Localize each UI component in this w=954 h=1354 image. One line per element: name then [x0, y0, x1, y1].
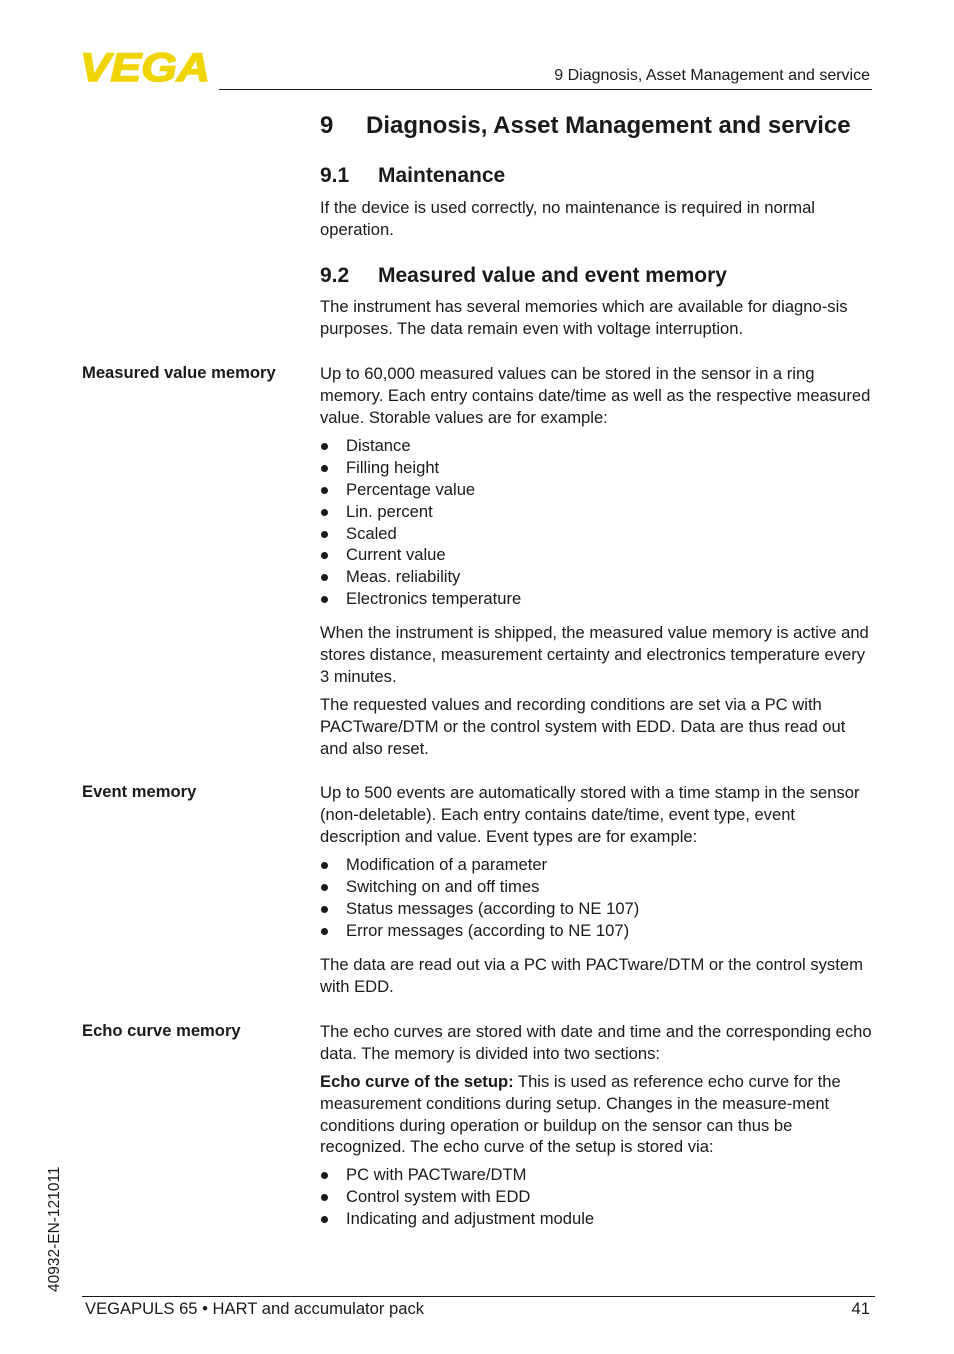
echo-curve-setup-label: Echo curve of the setup: [320, 1072, 514, 1091]
document-code-text: 40932-EN-121011 [46, 1166, 63, 1292]
echo-curve-storage-list [320, 1164, 594, 1230]
list-item: Electronics temperature [320, 588, 521, 610]
list-item: Indicating and adjustment module [320, 1208, 594, 1230]
echo-curve-setup-description: This is used as reference echo curve for the measurement conditions during setup. Changes in the measure-ment conditions during operation or buildup on the sensor can thus be recognized. The echo curve of the setup is stored via: [320, 1072, 841, 1157]
list-item: Percentage value [320, 479, 521, 501]
footer-product: VEGAPULS 65 • HART and accumulator pack [85, 1299, 425, 1318]
list-item: Scaled [320, 523, 521, 545]
list-item: PC with PACTware/DTM [320, 1164, 594, 1186]
section-heading-maintenance [320, 164, 505, 188]
list-item: Control system with EDD [320, 1186, 594, 1208]
side-label-measured-value-memory: Measured value memory [82, 363, 276, 382]
list-item: Filling height [320, 457, 521, 479]
event-types-list [320, 854, 639, 942]
section-number: 9.2 [320, 264, 350, 287]
measured-value-memory-settings-text: The requested values and recording conditions are set via a PC with PACTware/DTM or the control system with EDD. Data are thus read out and also reset. [320, 695, 846, 758]
echo-curve-memory-text: The echo curves are stored with date and time and the corresponding echo data. The memory is divided into two sections: [320, 1022, 872, 1063]
memory-intro-text: The instrument has several memories which are available for diagno-sis purposes. The data remain even with voltage interruption. [320, 297, 848, 338]
measured-value-memory-text: Up to 60,000 measured values can be stored in the sensor in a ring memory. Each entry contains date/time as well as the respective measured value. Storable values are for example: [320, 364, 871, 427]
section-title: Measured value and event memory [378, 264, 727, 287]
side-label-event-memory: Event memory [82, 782, 197, 801]
section-title: Maintenance [378, 164, 506, 187]
side-label-echo-curve-memory: Echo curve memory [82, 1021, 241, 1040]
measured-value-memory-shipping-text: When the instrument is shipped, the measured value memory is active and stores distance, measurement certainty and electronics temperature every 3 minutes. [320, 623, 869, 686]
list-item: Distance [320, 435, 521, 457]
chapter-title-text: Diagnosis, Asset Management and service [366, 112, 851, 139]
event-memory-readout-text: The data are read out via a PC with PACTware/DTM or the control system with EDD. [320, 955, 863, 996]
logo-text: VEGA [80, 50, 210, 84]
page-number: 41 [851, 1299, 870, 1318]
list-item: Lin. percent [320, 501, 521, 523]
list-item: Meas. reliability [320, 566, 521, 588]
list-item: Modification of a parameter [320, 854, 639, 876]
maintenance-text: If the device is used correctly, no maintenance is required in normal operation. [320, 198, 815, 239]
footer-divider [82, 1296, 875, 1297]
list-item: Error messages (according to NE 107) [320, 920, 639, 942]
section-heading-memory [320, 264, 727, 288]
chapter-number: 9 [320, 112, 334, 139]
running-header: 9 Diagnosis, Asset Management and service [554, 67, 870, 84]
document-code [46, 1142, 66, 1292]
event-memory-text: Up to 500 events are automatically stored with a time stamp in the sensor (non-deletable). Each entry contains date/time, event type, event description and value. Event types are for example: [320, 783, 860, 846]
section-number: 9.1 [320, 164, 350, 187]
vega-logo [80, 50, 212, 84]
list-item: Switching on and off times [320, 876, 639, 898]
list-item: Status messages (according to NE 107) [320, 898, 639, 920]
echo-curve-setup-text [320, 1071, 876, 1158]
header-divider [219, 89, 872, 90]
measured-values-list [320, 435, 521, 610]
chapter-title [320, 112, 851, 140]
list-item: Current value [320, 544, 521, 566]
